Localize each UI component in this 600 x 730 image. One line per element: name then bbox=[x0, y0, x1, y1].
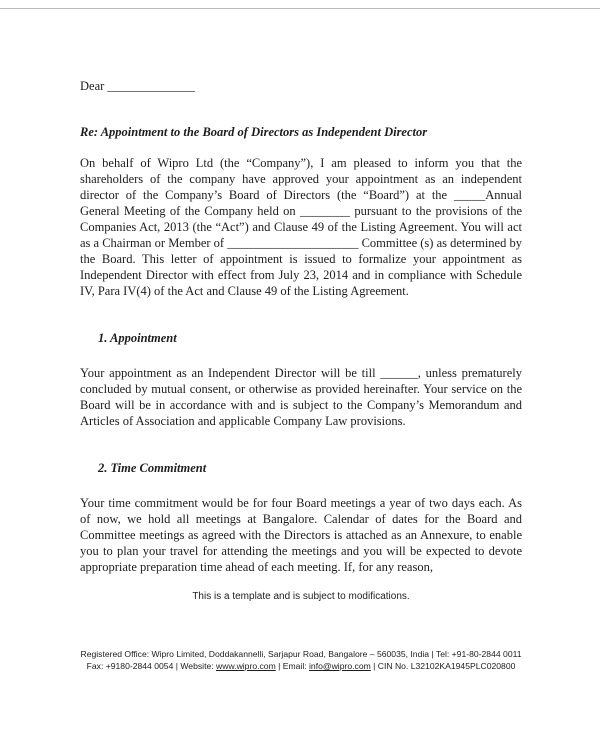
email-link[interactable]: info@wipro.com bbox=[309, 661, 371, 671]
website-link[interactable]: www.wipro.com bbox=[216, 661, 276, 671]
footer-registered-office: Registered Office: Wipro Limited, Doddakannelli, Sarjapur Road, Bangalore – 560035, India | Tel: +91-80-2844 0011 bbox=[80, 649, 522, 659]
section-1-body: Your appointment as an Independent Director will be till ______, unless prematurely concluded by mutual consent, or otherwise as provided hereinafter. Your service on the Board will be in accordance with and is subject to the Company’s Memorandum and Articles of Association and applicable Company Law provisions. bbox=[80, 366, 522, 428]
footer-fax-website-label: Fax: +9180-2844 0054 | Website: bbox=[86, 661, 217, 671]
section-2-body: Your time commitment would be for four Board meetings a year of two days each. As of now, we hold all meetings at Bangalore. Calendar of dates for the Board and Committee meetings as agreed with the Directors is attached as an Annexure, to enable you to plan your travel for attending the meetings and you will be expected to devote appropriate preparation time ahead of each meeting. If, for any reason, bbox=[80, 496, 522, 574]
salutation-line: Dear ______________ bbox=[80, 79, 195, 93]
footer-cin-number: | CIN No. L32102KA1945PLC020800 bbox=[370, 661, 516, 671]
page-footer bbox=[80, 648, 522, 672]
section-1-heading: 1. Appointment bbox=[98, 331, 177, 345]
intro-paragraph: On behalf of Wipro Ltd (the “Company”), I am pleased to inform you that the shareholders of the company have approved your appointment as an independent director of the Company’s Board of Directors (the “Board”) at the _____Annual General Meeting of the Company held on ________ pursuant to the provisions of the Companies Act, 2013 (the “Act”) and Clause 49 of the Listing Agreement. You will act as a Chairman or Member of _____________________ Committee (s) as determined by the Board. This letter of appointment is issued to formalize your appointment as Independent Director with effect from July 23, 2014 and in compliance with Schedule IV, Para IV(4) of the Act and Clause 49 of the Listing Agreement. bbox=[80, 156, 522, 298]
footer-line-1 bbox=[80, 648, 522, 660]
subject-line: Re: Appointment to the Board of Directors as Independent Director bbox=[80, 125, 428, 139]
footer-line-2 bbox=[80, 660, 522, 672]
letter-content bbox=[80, 0, 522, 602]
section-2-heading: 2. Time Commitment bbox=[98, 461, 207, 475]
footer-email-label: | Email: bbox=[275, 661, 310, 671]
template-note: This is a template and is subject to modifications. bbox=[192, 591, 410, 602]
